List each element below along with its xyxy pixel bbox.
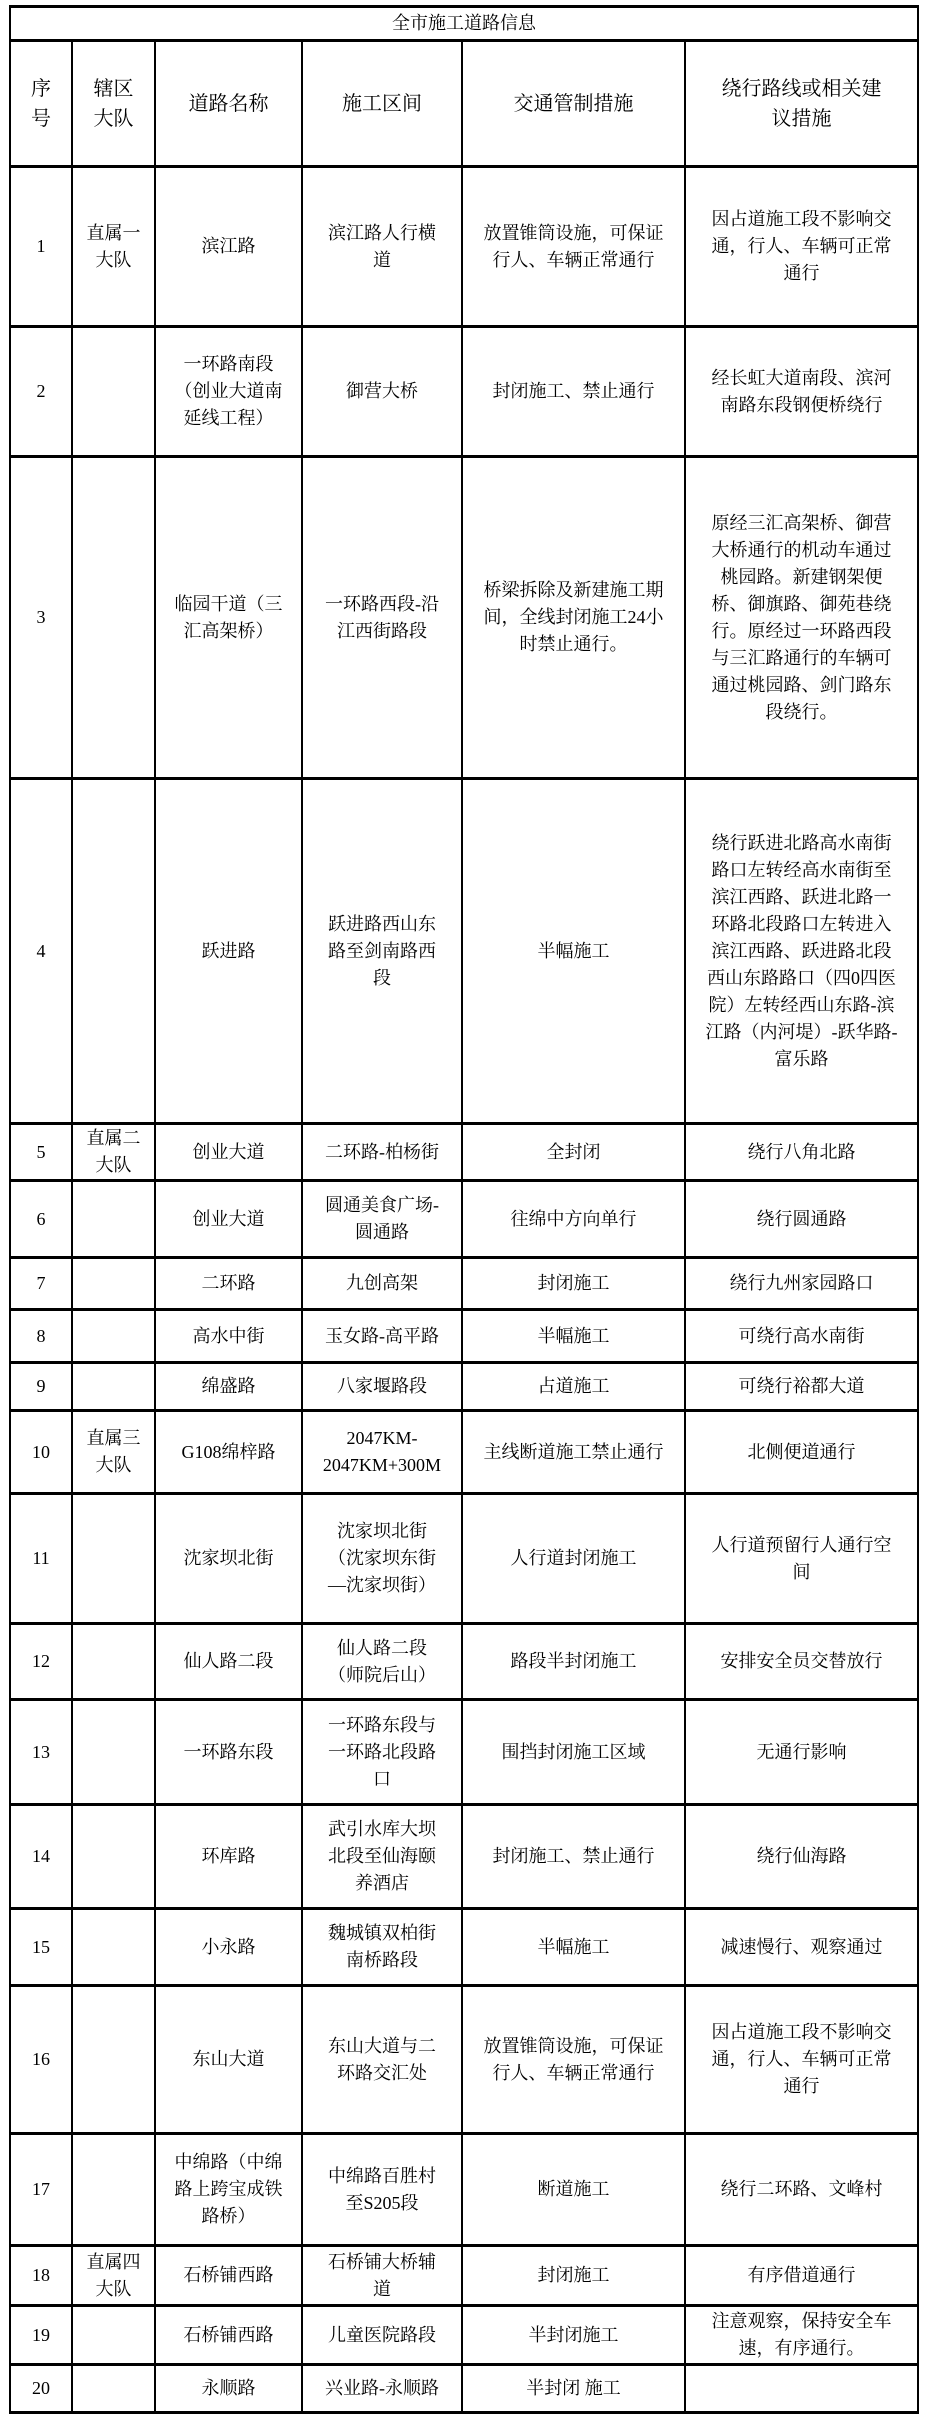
cell-road: 高水中街 [155, 1310, 302, 1363]
cell-detour: 北侧便道通行 [685, 1411, 918, 1494]
cell-section: 沈家坝北街（沈家坝东街—沈家坝街） [302, 1494, 462, 1624]
cell-road: 环库路 [155, 1805, 302, 1909]
cell-no: 12 [10, 1624, 72, 1700]
cell-control: 主线断道施工禁止通行 [462, 1411, 685, 1494]
cell-section: 御营大桥 [302, 327, 462, 457]
table-row [10, 327, 918, 457]
cell-control: 放置锥筒设施，可保证行人、车辆正常通行 [462, 167, 685, 327]
cell-no: 6 [10, 1181, 72, 1258]
cell-no: 9 [10, 1363, 72, 1411]
cell-detour: 可绕行裕都大道 [685, 1363, 918, 1411]
cell-road: 东山大道 [155, 1986, 302, 2134]
table-row [10, 1258, 918, 1310]
cell-section: 东山大道与二环路交汇处 [302, 1986, 462, 2134]
cell-brigade [72, 1181, 155, 1258]
cell-brigade [72, 2306, 155, 2365]
column-header-road: 道路名称 [155, 41, 302, 167]
cell-control: 人行道封闭施工 [462, 1494, 685, 1624]
cell-road: 创业大道 [155, 1181, 302, 1258]
cell-control: 封闭施工、禁止通行 [462, 1805, 685, 1909]
cell-no: 2 [10, 327, 72, 457]
table-row [10, 1494, 918, 1624]
cell-detour: 因占道施工段不影响交通，行人、车辆可正常通行 [685, 1986, 918, 2134]
cell-road: 绵盛路 [155, 1363, 302, 1411]
cell-control: 占道施工 [462, 1363, 685, 1411]
cell-control: 半幅施工 [462, 779, 685, 1124]
cell-control: 放置锥筒设施，可保证行人、车辆正常通行 [462, 1986, 685, 2134]
cell-road: 一环路南段（创业大道南延线工程） [155, 327, 302, 457]
cell-section: 滨江路人行横道 [302, 167, 462, 327]
cell-no: 3 [10, 457, 72, 779]
cell-road: 滨江路 [155, 167, 302, 327]
cell-detour: 安排安全员交替放行 [685, 1624, 918, 1700]
cell-control: 封闭施工 [462, 1258, 685, 1310]
cell-section: 兴业路-永顺路 [302, 2365, 462, 2413]
cell-brigade [72, 2365, 155, 2413]
title-row [10, 7, 918, 41]
cell-no: 4 [10, 779, 72, 1124]
table-row [10, 1310, 918, 1363]
column-header-control: 交通管制措施 [462, 41, 685, 167]
cell-road: 二环路 [155, 1258, 302, 1310]
cell-no: 14 [10, 1805, 72, 1909]
cell-detour: 注意观察，保持安全车速，有序通行。 [685, 2306, 918, 2365]
table-row [10, 779, 918, 1124]
table-row [10, 1624, 918, 1700]
table-row [10, 1986, 918, 2134]
cell-road: 永顺路 [155, 2365, 302, 2413]
cell-section: 八家堰路段 [302, 1363, 462, 1411]
cell-detour: 有序借道通行 [685, 2246, 918, 2306]
cell-no: 1 [10, 167, 72, 327]
cell-control: 半封闭施工 [462, 2306, 685, 2365]
cell-no: 20 [10, 2365, 72, 2413]
cell-no: 5 [10, 1124, 72, 1181]
cell-road: 石桥铺西路 [155, 2246, 302, 2306]
cell-control: 封闭施工 [462, 2246, 685, 2306]
cell-section: 九创高架 [302, 1258, 462, 1310]
cell-detour: 绕行八角北路 [685, 1124, 918, 1181]
cell-control: 半封闭 施工 [462, 2365, 685, 2413]
cell-no: 7 [10, 1258, 72, 1310]
column-header-detour-label: 绕行路线或相关建议措施 [721, 77, 882, 130]
cell-section: 2047KM-2047KM+300M [302, 1411, 462, 1494]
cell-section: 玉女路-高平路 [302, 1310, 462, 1363]
cell-section: 二环路-柏杨街 [302, 1124, 462, 1181]
cell-road: 一环路东段 [155, 1700, 302, 1805]
cell-control: 围挡封闭施工区域 [462, 1700, 685, 1805]
cell-brigade [72, 1624, 155, 1700]
cell-section: 一环路东段与一环路北段路口 [302, 1700, 462, 1805]
cell-detour: 绕行九州家园路口 [685, 1258, 918, 1310]
cell-brigade: 直属四大队 [72, 2246, 155, 2306]
cell-detour: 绕行跃进北路高水南街路口左转经高水南街至滨江西路、跃进北路一环路北段路口左转进入滨江西路、跃进路北段西山东路路口（四0四医院）左转经西山东路-滨江路（内河堤）-跃华路-富乐路 [685, 779, 918, 1124]
cell-control: 往绵中方向单行 [462, 1181, 685, 1258]
cell-brigade [72, 1909, 155, 1986]
cell-brigade [72, 1363, 155, 1411]
cell-no: 8 [10, 1310, 72, 1363]
table-row [10, 2246, 918, 2306]
cell-brigade: 直属一大队 [72, 167, 155, 327]
cell-detour: 因占道施工段不影响交通，行人、车辆可正常通行 [685, 167, 918, 327]
table-row [10, 167, 918, 327]
cell-road: 创业大道 [155, 1124, 302, 1181]
table-row [10, 1909, 918, 1986]
cell-section: 儿童医院路段 [302, 2306, 462, 2365]
cell-detour: 人行道预留行人通行空间 [685, 1494, 918, 1624]
cell-control: 断道施工 [462, 2134, 685, 2246]
cell-detour [685, 2365, 918, 2413]
cell-brigade: 直属二大队 [72, 1124, 155, 1181]
cell-no: 16 [10, 1986, 72, 2134]
cell-no: 10 [10, 1411, 72, 1494]
table-row [10, 1411, 918, 1494]
table-row [10, 1181, 918, 1258]
cell-detour: 可绕行高水南街 [685, 1310, 918, 1363]
table-row [10, 2134, 918, 2246]
cell-no: 18 [10, 2246, 72, 2306]
cell-brigade: 直属三大队 [72, 1411, 155, 1494]
cell-control: 半幅施工 [462, 1909, 685, 1986]
construction-roads-table [9, 5, 919, 2414]
cell-control: 封闭施工、禁止通行 [462, 327, 685, 457]
cell-road: G108绵梓路 [155, 1411, 302, 1494]
cell-brigade [72, 327, 155, 457]
cell-road: 沈家坝北街 [155, 1494, 302, 1624]
table-row [10, 1124, 918, 1181]
cell-section: 圆通美食广场-圆通路 [302, 1181, 462, 1258]
cell-detour: 经长虹大道南段、滨河南路东段钢便桥绕行 [685, 327, 918, 457]
cell-no: 17 [10, 2134, 72, 2246]
table-row [10, 2365, 918, 2413]
column-header-brigade: 辖区大队 [72, 41, 155, 167]
cell-detour: 减速慢行、观察通过 [685, 1909, 918, 1986]
cell-brigade [72, 2134, 155, 2246]
table-row [10, 1805, 918, 1909]
table-row [10, 1700, 918, 1805]
column-header-detour [685, 41, 918, 167]
column-header-row [10, 41, 918, 167]
cell-control: 桥梁拆除及新建施工期间，全线封闭施工24小时禁止通行。 [462, 457, 685, 779]
cell-brigade [72, 1805, 155, 1909]
cell-brigade [72, 1986, 155, 2134]
cell-no: 19 [10, 2306, 72, 2365]
table-row [10, 457, 918, 779]
cell-section: 石桥铺大桥辅道 [302, 2246, 462, 2306]
table-row [10, 2306, 918, 2365]
cell-brigade [72, 779, 155, 1124]
cell-road: 中绵路（中绵路上跨宝成铁路桥） [155, 2134, 302, 2246]
cell-control: 路段半封闭施工 [462, 1624, 685, 1700]
cell-no: 15 [10, 1909, 72, 1986]
column-header-no: 序号 [10, 41, 72, 167]
table-title: 全市施工道路信息 [10, 7, 918, 41]
cell-brigade [72, 457, 155, 779]
cell-section: 一环路西段-沿江西街路段 [302, 457, 462, 779]
cell-section: 武引水库大坝北段至仙海颐养酒店 [302, 1805, 462, 1909]
cell-section: 中绵路百胜村至S205段 [302, 2134, 462, 2246]
cell-brigade [72, 1494, 155, 1624]
column-header-section: 施工区间 [302, 41, 462, 167]
cell-road: 临园干道（三汇高架桥） [155, 457, 302, 779]
cell-no: 13 [10, 1700, 72, 1805]
cell-no: 11 [10, 1494, 72, 1624]
cell-section: 跃进路西山东路至剑南路西段 [302, 779, 462, 1124]
cell-road: 跃进路 [155, 779, 302, 1124]
cell-section: 仙人路二段（师院后山） [302, 1624, 462, 1700]
table-row [10, 1363, 918, 1411]
cell-brigade [72, 1310, 155, 1363]
cell-road: 石桥铺西路 [155, 2306, 302, 2365]
cell-brigade [72, 1700, 155, 1805]
cell-brigade [72, 1258, 155, 1310]
cell-control: 全封闭 [462, 1124, 685, 1181]
cell-road: 小永路 [155, 1909, 302, 1986]
cell-detour: 原经三汇高架桥、御营大桥通行的机动车通过桃园路。新建钢架便桥、御旗路、御苑巷绕行。原经过一环路西段与三汇路通行的车辆可通过桃园路、剑门路东段绕行。 [685, 457, 918, 779]
cell-detour: 绕行圆通路 [685, 1181, 918, 1258]
cell-detour: 绕行二环路、文峰村 [685, 2134, 918, 2246]
cell-control: 半幅施工 [462, 1310, 685, 1363]
cell-detour: 无通行影响 [685, 1700, 918, 1805]
cell-road: 仙人路二段 [155, 1624, 302, 1700]
cell-section: 魏城镇双柏街南桥路段 [302, 1909, 462, 1986]
cell-detour: 绕行仙海路 [685, 1805, 918, 1909]
